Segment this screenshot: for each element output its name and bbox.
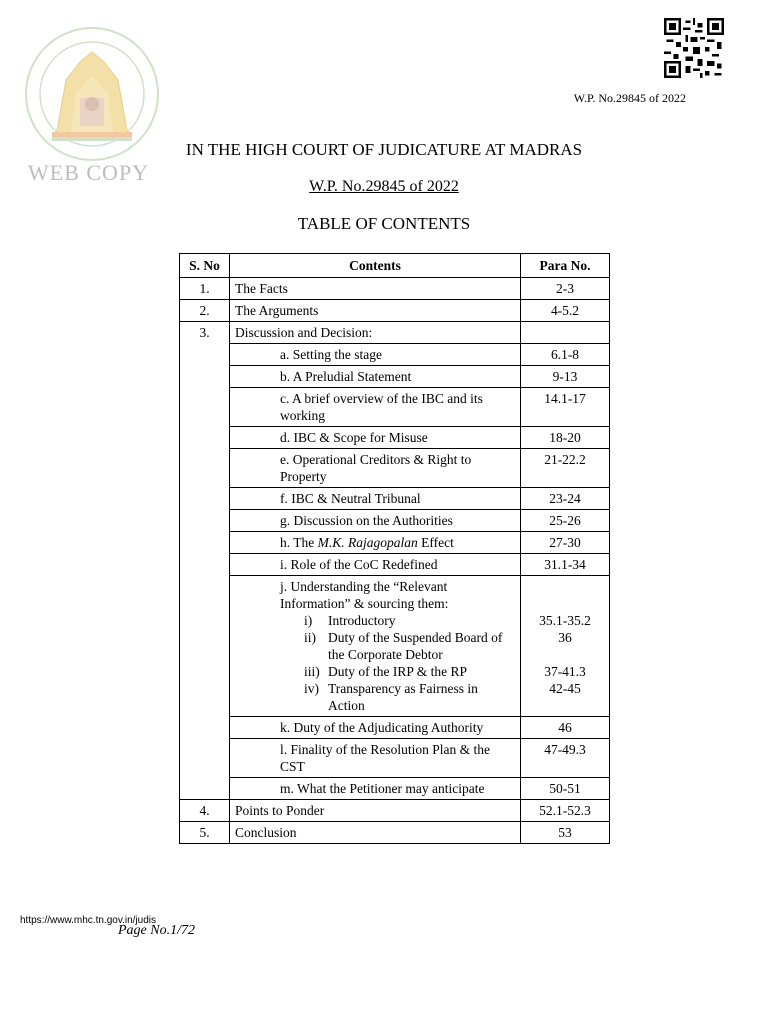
sub-para: 14.1-17 — [521, 388, 610, 427]
sub-contents: i. Role of the CoC Redefined — [230, 554, 521, 576]
sub-item-num: i) — [304, 613, 313, 628]
sub-para: 9-13 — [521, 366, 610, 388]
sub-row — [180, 366, 610, 388]
row-sno: 2. — [180, 300, 230, 322]
sub-contents: l. Finality of the Resolution Plan & the CST — [230, 739, 521, 778]
row-contents: Points to Ponder — [230, 800, 521, 822]
sub-item-text: Duty of the IRP & the RP — [328, 664, 468, 679]
row-para: 4-5.2 — [521, 300, 610, 322]
sub-contents-post: Effect — [417, 535, 454, 550]
sub-para: 6.1-8 — [521, 344, 610, 366]
sub-contents: d. IBC & Scope for Misuse — [230, 427, 521, 449]
table-header-row — [180, 254, 610, 278]
row-sno: 3. — [180, 322, 230, 800]
qr-code-icon — [663, 18, 725, 78]
sub-row — [180, 778, 610, 800]
sub-row — [180, 449, 610, 488]
page-number: Page No.1/72 — [118, 923, 195, 938]
sub-para: 25-26 — [521, 510, 610, 532]
sub-j-items — [304, 612, 515, 714]
sub-contents: b. A Preludial Statement — [230, 366, 521, 388]
sub-contents: m. What the Petitioner may anticipate — [230, 778, 521, 800]
sub-item-num: ii) — [304, 630, 316, 645]
header-sno: S. No — [180, 254, 230, 278]
contents-table — [179, 253, 610, 844]
row-contents: The Facts — [230, 278, 521, 300]
table-row — [180, 322, 610, 344]
row-para: 53 — [521, 822, 610, 844]
sub-j-contents — [230, 576, 521, 717]
web-copy-watermark: WEB COPY — [28, 160, 150, 185]
sub-para: 46 — [521, 717, 610, 739]
sub-contents-pre: h. The — [280, 535, 318, 550]
sub-contents: k. Duty of the Adjudicating Authority — [230, 717, 521, 739]
row-contents: Conclusion — [230, 822, 521, 844]
source-url-link[interactable]: https://www.mhc.tn.gov.in/judis — [20, 915, 156, 926]
sub-item-para: 37-41.3 — [544, 664, 586, 679]
sub-j-para — [521, 576, 610, 717]
row-para — [521, 322, 610, 344]
sub-contents: a. Setting the stage — [230, 344, 521, 366]
sub-item-text: Transparency as Fairness in Action — [328, 681, 478, 713]
sub-row — [180, 554, 610, 576]
sub-para: 18-20 — [521, 427, 610, 449]
case-number-title: W.P. No.29845 of 2022 — [309, 178, 459, 195]
header-para: Para No. — [521, 254, 610, 278]
sub-item-text: Introductory — [328, 613, 396, 628]
sub-item-para: 36 — [558, 630, 572, 645]
sub-contents — [230, 532, 521, 554]
sub-para: 21-22.2 — [521, 449, 610, 488]
table-of-contents-title: TABLE OF CONTENTS — [297, 214, 471, 233]
sub-row — [180, 388, 610, 427]
table-row — [180, 822, 610, 844]
sub-para: 23-24 — [521, 488, 610, 510]
row-sno: 4. — [180, 800, 230, 822]
header-case-number: W.P. No.29845 of 2022 — [573, 91, 686, 105]
case-name-italic: M.K. Rajagopalan — [317, 535, 418, 550]
row-contents: Discussion and Decision: — [230, 322, 521, 344]
sub-item-text: Duty of the Suspended Board of the Corporate Debtor — [328, 630, 503, 662]
sub-row — [180, 488, 610, 510]
sub-row — [180, 532, 610, 554]
sub-row-j — [180, 576, 610, 717]
table-row — [180, 800, 610, 822]
court-title: IN THE HIGH COURT OF JUDICATURE AT MADRAS — [185, 140, 583, 159]
sub-para: 50-51 — [521, 778, 610, 800]
sub-row — [180, 344, 610, 366]
row-para: 52.1-52.3 — [521, 800, 610, 822]
sub-item-para: 35.1-35.2 — [539, 613, 591, 628]
table-row — [180, 300, 610, 322]
sub-contents: e. Operational Creditors & Right to Property — [230, 449, 521, 488]
row-contents: The Arguments — [230, 300, 521, 322]
sub-contents: f. IBC & Neutral Tribunal — [230, 488, 521, 510]
sub-item-num: iv) — [304, 681, 319, 696]
sub-row — [180, 717, 610, 739]
sub-para: 47-49.3 — [521, 739, 610, 778]
row-para: 2-3 — [521, 278, 610, 300]
sub-para: 31.1-34 — [521, 554, 610, 576]
sub-contents: g. Discussion on the Authorities — [230, 510, 521, 532]
sub-contents: c. A brief overview of the IBC and its working — [230, 388, 521, 427]
table-row — [180, 278, 610, 300]
sub-row — [180, 510, 610, 532]
sub-item-para: 42-45 — [549, 681, 581, 696]
sub-para: 27-30 — [521, 532, 610, 554]
header-contents: Contents — [230, 254, 521, 278]
sub-row — [180, 427, 610, 449]
sub-j-heading: j. Understanding the “Relevant Information” & sourcing them: — [280, 579, 449, 611]
row-sno: 5. — [180, 822, 230, 844]
sub-item-num: iii) — [304, 664, 320, 679]
sub-row — [180, 739, 610, 778]
row-sno: 1. — [180, 278, 230, 300]
